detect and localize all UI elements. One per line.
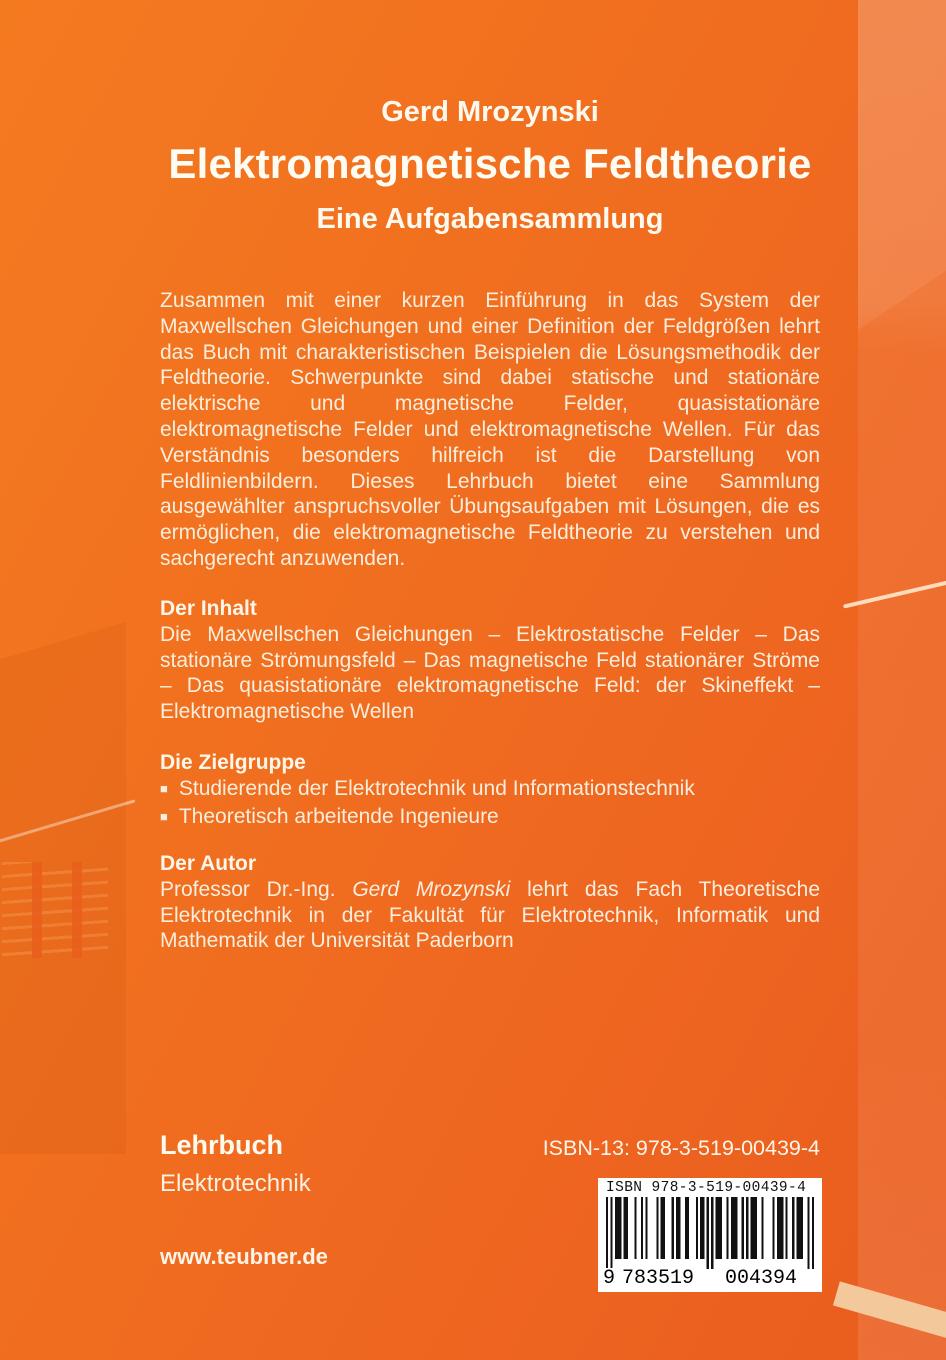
barcode-digit-group: 9 xyxy=(603,1267,616,1290)
list-item-label: Studierende der Elektrotechnik und Informationstechnik xyxy=(178,776,695,800)
autor-text-suffix: lehrt das Fach Theoretische Elektrotechnik in der Fakultät für Elektrotechnik, Informatik und Mathematik der Universität Paderborn xyxy=(160,877,821,953)
barcode-digits xyxy=(603,1267,814,1290)
series-label: Lehrbuch xyxy=(160,1130,284,1160)
zielgruppe-heading: Die Zielgruppe xyxy=(160,751,306,774)
book-subtitle: Eine Aufgabensammlung xyxy=(316,203,664,235)
list-item-label: Theoretisch arbeitende Ingenieure xyxy=(178,804,499,828)
inhalt-heading: Der Inhalt xyxy=(160,597,257,620)
ean13-barcode-bars xyxy=(606,1197,814,1269)
series-category: Elektrotechnik xyxy=(160,1170,311,1197)
barcode-digit-group: 783519 xyxy=(621,1267,694,1290)
list-item xyxy=(160,804,820,832)
list-item xyxy=(160,776,820,804)
section-zielgruppe xyxy=(160,750,820,831)
blurb-paragraph: Zusammen mit einer kurzen Einführung in das System der Maxwellschen Gleichungen und einer Definition der Feldgrößen lehrt das Buch mit charakteristischen Beispielen die Lösungsmethodik der Feldtheorie. Schwerpunkte sind dabei statische und stationäre elektrische und magnetische Felder, quasistationäre elektromagnetische Felder und elektromagnetische Wellen. Für das Verständnis besonders hilfreich ist die Darstellung von Feldlinienbildern. Dieses Lehrbuch bietet eine Sammlung ausgewählter anspruchsvoller Übungsaufgaben mit Lösungen, die es ermöglichen, die elektromagnetische Feldtheorie zu verstehen und sachgerecht anzuwenden. xyxy=(160,289,820,570)
website-url: www.teubner.de xyxy=(160,1244,328,1269)
louver-pattern xyxy=(2,862,108,958)
section-autor xyxy=(160,851,820,954)
section-inhalt xyxy=(160,596,820,725)
isbn-barcode xyxy=(598,1178,822,1292)
isbn13-text: ISBN-13: 978-3-519-00439-4 xyxy=(542,1136,820,1160)
barcode-digit-group: 004394 xyxy=(724,1267,797,1290)
author-name: Gerd Mrozynski xyxy=(381,96,599,128)
square-bullet-icon: ■ xyxy=(160,780,168,796)
autor-text-prefix: Professor Dr.-Ing. xyxy=(160,877,353,901)
square-bullet-icon: ■ xyxy=(160,808,168,824)
barcode-isbn-text: ISBN 978-3-519-00439-4 xyxy=(606,1180,807,1196)
inhalt-text: Die Maxwellschen Gleichungen – Elektrostatische Felder – Das stationäre Strömungsfeld – Das magnetische Feld stationärer Ströme – Das quasistationäre elektromagnetische Feld: der Skineffekt – Elektromagnetische Wellen xyxy=(160,622,820,724)
autor-heading: Der Autor xyxy=(160,852,257,875)
autor-text xyxy=(160,877,820,954)
autor-text-name: Gerd Mrozynski xyxy=(352,877,511,901)
book-title: Elektromagnetische Feldtheorie xyxy=(168,140,812,187)
